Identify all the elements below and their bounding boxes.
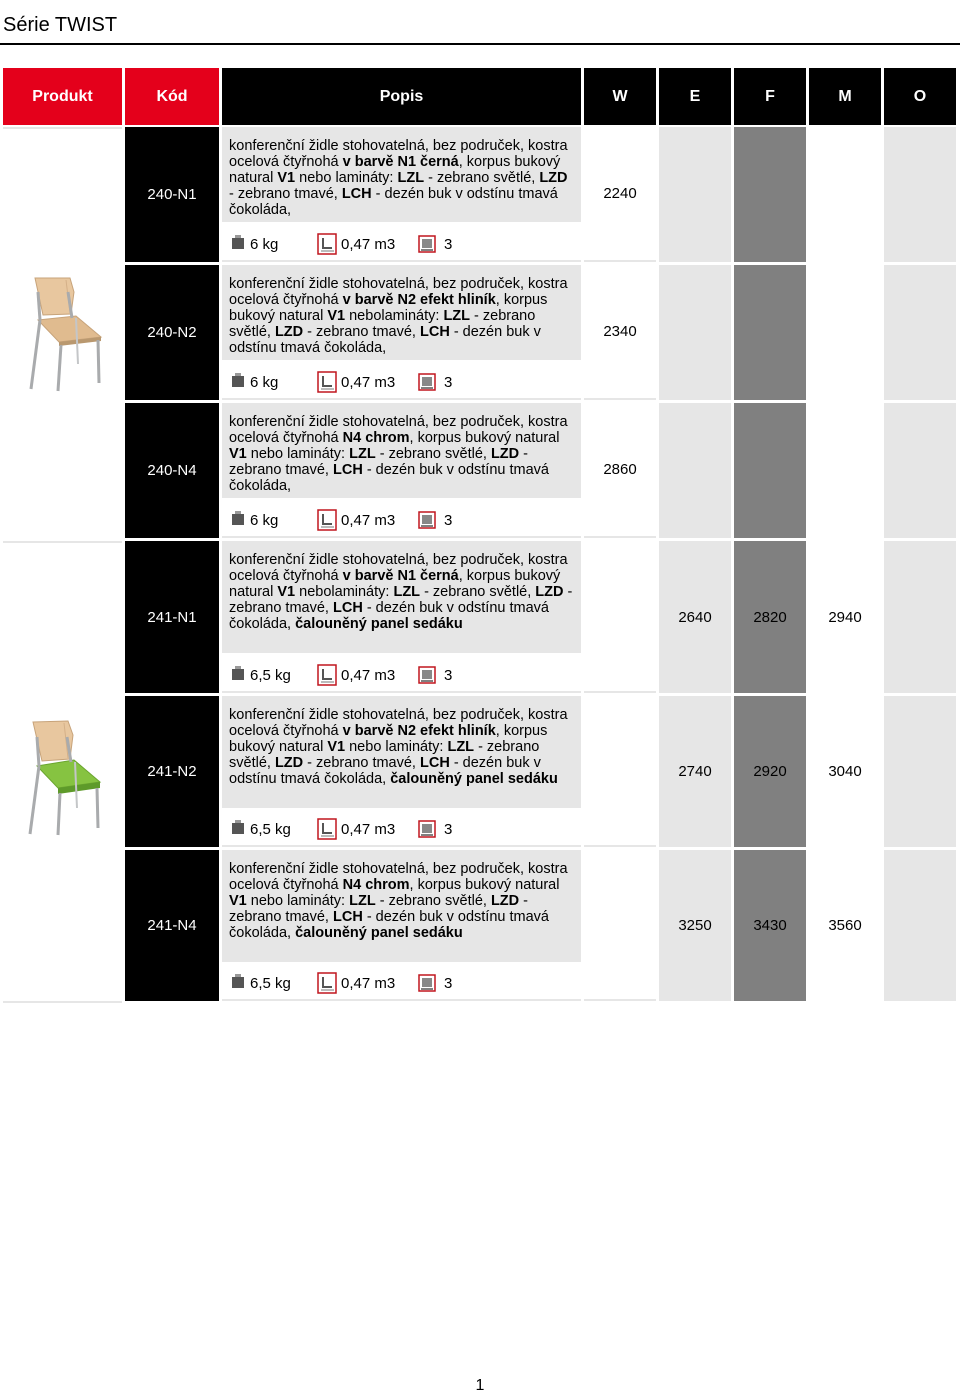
price-e: 3250 bbox=[659, 850, 731, 1001]
weight-value: 6,5 kg bbox=[250, 974, 291, 992]
price-m bbox=[809, 127, 881, 262]
price-o bbox=[884, 265, 956, 400]
volume-value: 0,47 m3 bbox=[341, 373, 396, 391]
header-f: F bbox=[734, 68, 806, 125]
page-title: Série TWIST bbox=[3, 14, 118, 36]
weight-value: 6 kg bbox=[250, 511, 279, 529]
pack-count: 3 bbox=[444, 974, 453, 992]
weight-icon bbox=[231, 235, 245, 249]
volume-value: 0,47 m3 bbox=[341, 511, 396, 529]
price-w bbox=[584, 696, 656, 847]
price-m: 3040 bbox=[828, 763, 862, 780]
volume-value: 0,47 m3 bbox=[341, 666, 396, 684]
price-w: 2240 bbox=[584, 127, 656, 262]
price-m: 3560 bbox=[828, 917, 862, 934]
price-o bbox=[884, 541, 956, 693]
price-e: 2640 bbox=[659, 541, 731, 693]
chair-image bbox=[3, 543, 122, 1003]
product-code: 240-N2 bbox=[125, 265, 219, 400]
price-m bbox=[809, 265, 881, 400]
product-description: konferenční židle stohovatelná, bez područek, kostra ocelová čtyřnohá v barvě N1 černá, korpus bukový natural V1 nebo lamináty: LZL - zebrano světlé, LZD - zebrano tmavé, LCH - dezén buk v odstínu tmavá čokoláda, bbox=[222, 127, 581, 222]
product-code: 241-N2 bbox=[125, 696, 219, 847]
price-w: 2860 bbox=[584, 403, 656, 538]
package-icon bbox=[418, 820, 436, 838]
header-kod: Kód bbox=[125, 68, 219, 125]
package-icon bbox=[418, 974, 436, 992]
price-m bbox=[809, 403, 881, 538]
product-specs bbox=[222, 504, 581, 538]
price-f bbox=[734, 265, 806, 400]
product-image-cell bbox=[3, 127, 122, 539]
price-o bbox=[884, 850, 956, 1001]
price-f bbox=[734, 403, 806, 538]
package-icon bbox=[418, 511, 436, 529]
volume-value: 0,47 m3 bbox=[341, 820, 396, 838]
pack-count: 3 bbox=[444, 373, 453, 391]
weight-value: 6 kg bbox=[250, 235, 279, 253]
product-specs bbox=[222, 813, 581, 847]
product-description: konferenční židle stohovatelná, bez područek, kostra ocelová čtyřnohá v barvě N2 efekt hliník, korpus bukový natural V1 nebo lamináty: LZL - zebrano světlé, LZD - zebrano tmavé, LCH - dezén buk v odstínu tmavá čokoláda, čalouněný panel sedáku bbox=[222, 696, 581, 808]
header-m: M bbox=[809, 68, 881, 125]
price-f: 2820 bbox=[734, 541, 806, 693]
volume-icon bbox=[317, 233, 337, 255]
weight-value: 6,5 kg bbox=[250, 820, 291, 838]
price-m: 2940 bbox=[828, 608, 862, 626]
package-icon bbox=[418, 235, 436, 253]
volume-value: 0,47 m3 bbox=[341, 235, 396, 253]
package-icon bbox=[418, 666, 436, 684]
header-e: E bbox=[659, 68, 731, 125]
price-o bbox=[884, 127, 956, 262]
volume-icon bbox=[317, 818, 337, 840]
header-popis: Popis bbox=[222, 68, 581, 125]
volume-icon bbox=[317, 371, 337, 393]
product-code: 240-N1 bbox=[125, 127, 219, 262]
product-description: konferenční židle stohovatelná, bez područek, kostra ocelová čtyřnohá v barvě N2 efekt hliník, korpus bukový natural V1 nebolamináty: LZL - zebrano světlé, LZD - zebrano tmavé, LCH - dezén buk v odstínu tmavá čokoláda, bbox=[222, 265, 581, 360]
weight-icon bbox=[231, 974, 245, 988]
price-f: 2920 bbox=[734, 696, 806, 847]
volume-icon bbox=[317, 972, 337, 994]
product-specs bbox=[222, 659, 581, 693]
product-image-cell bbox=[3, 541, 122, 1003]
price-w bbox=[584, 541, 656, 693]
product-description: konferenční židle stohovatelná, bez područek, kostra ocelová čtyřnohá N4 chrom, korpus bukový natural V1 nebo lamináty: LZL - zebrano světlé, LZD - zebrano tmavé, LCH - dezén buk v odstínu tmavá čokoláda, bbox=[222, 403, 581, 498]
pack-count: 3 bbox=[444, 820, 453, 838]
price-f: 3430 bbox=[734, 850, 806, 1001]
header-produkt: Produkt bbox=[3, 68, 122, 125]
header-w: W bbox=[584, 68, 656, 125]
pack-count: 3 bbox=[444, 511, 453, 529]
price-e bbox=[659, 127, 731, 262]
weight-value: 6,5 kg bbox=[250, 666, 291, 684]
header-o: O bbox=[884, 68, 956, 125]
price-w bbox=[584, 850, 656, 1001]
price-e bbox=[659, 403, 731, 538]
product-specs bbox=[222, 228, 581, 262]
product-code: 241-N4 bbox=[125, 850, 219, 1001]
weight-icon bbox=[231, 666, 245, 680]
product-code: 241-N1 bbox=[125, 541, 219, 693]
weight-icon bbox=[231, 511, 245, 525]
price-o bbox=[884, 403, 956, 538]
weight-icon bbox=[231, 820, 245, 834]
price-f bbox=[734, 127, 806, 262]
price-o bbox=[884, 696, 956, 847]
product-specs bbox=[222, 366, 581, 400]
price-w: 2340 bbox=[584, 265, 656, 400]
price-e: 2740 bbox=[659, 696, 731, 847]
pack-count: 3 bbox=[444, 235, 453, 253]
volume-value: 0,47 m3 bbox=[341, 974, 396, 992]
title-divider bbox=[0, 43, 960, 45]
package-icon bbox=[418, 373, 436, 391]
page-number: 1 bbox=[475, 1377, 485, 1394]
weight-icon bbox=[231, 373, 245, 387]
product-code: 240-N4 bbox=[125, 403, 219, 538]
chair-image bbox=[3, 129, 122, 541]
volume-icon bbox=[317, 664, 337, 686]
price-e bbox=[659, 265, 731, 400]
volume-icon bbox=[317, 509, 337, 531]
pack-count: 3 bbox=[444, 666, 453, 684]
weight-value: 6 kg bbox=[250, 373, 279, 391]
product-specs bbox=[222, 967, 581, 1001]
product-description: konferenční židle stohovatelná, bez područek, kostra ocelová čtyřnohá N4 chrom, korpus bukový natural V1 nebo lamináty: LZL - zebrano světlé, LZD - zebrano tmavé, LCH - dezén buk v odstínu tmavá čokoláda, čalouněný panel sedáku bbox=[222, 850, 581, 962]
product-description: konferenční židle stohovatelná, bez područek, kostra ocelová čtyřnohá v barvě N1 černá, korpus bukový natural V1 nebolamináty: LZL - zebrano světlé, LZD - zebrano tmavé, LCH - dezén buk v odstínu tmavá čokoláda, čalouněný panel sedáku bbox=[222, 541, 581, 653]
